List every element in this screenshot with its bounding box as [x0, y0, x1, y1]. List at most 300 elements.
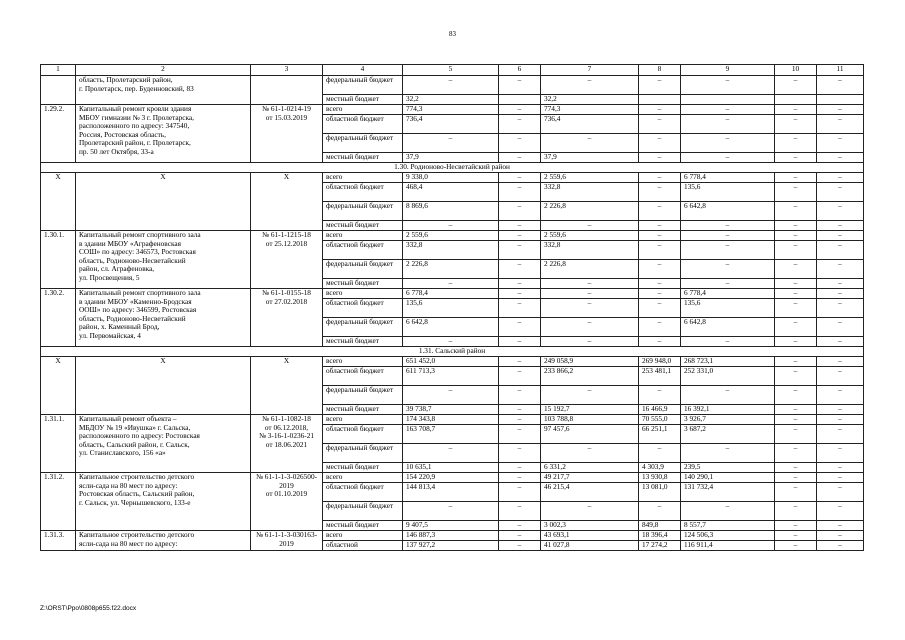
- amount-cell: 41 027,8: [541, 541, 639, 551]
- amount-cell: –: [775, 115, 817, 134]
- amount-cell: –: [817, 173, 864, 183]
- funding-source: местный бюджет: [323, 279, 403, 289]
- amount-cell: –: [499, 463, 541, 473]
- amount-cell: –: [775, 415, 817, 425]
- amount-cell: 13 081,0: [639, 483, 681, 502]
- funding-source: федеральный бюджет: [323, 318, 403, 337]
- amount-cell: –: [499, 541, 541, 551]
- amount-cell: –: [639, 318, 681, 337]
- amount-cell: 43 693,1: [541, 531, 639, 541]
- funding-source: областной бюджет: [323, 483, 403, 502]
- amount-cell: –: [817, 444, 864, 463]
- amount-cell: 253 481,1: [639, 367, 681, 386]
- amount-cell: 8 869,6: [403, 202, 499, 221]
- amount-cell: 6 778,4: [403, 289, 499, 299]
- table-row: [41, 289, 864, 299]
- funding-source: областной бюджет: [323, 241, 403, 260]
- amount-cell: –: [499, 115, 541, 134]
- amount-cell: 774,3: [403, 105, 499, 115]
- amount-cell: –: [681, 134, 775, 153]
- expertise-doc: № 61-1-0214-19 от 15.03.2019: [251, 105, 323, 163]
- amount-cell: –: [499, 202, 541, 221]
- amount-cell: –: [775, 473, 817, 483]
- funding-source: местный бюджет: [323, 153, 403, 163]
- amount-cell: 18 396,4: [639, 531, 681, 541]
- amount-cell: –: [775, 241, 817, 260]
- page-number: 83: [449, 30, 456, 38]
- amount-cell: –: [499, 483, 541, 502]
- expertise-doc: № 61-1-1-3-030163- 2019: [251, 531, 323, 551]
- amount-cell: 13 930,8: [639, 473, 681, 483]
- amount-cell: 2 559,6: [403, 231, 499, 241]
- expertise-doc: X: [251, 173, 323, 231]
- funding-source: местный бюджет: [323, 405, 403, 415]
- amount-cell: 651 452,0: [403, 357, 499, 367]
- funding-source: федеральный бюджет: [323, 502, 403, 521]
- amount-cell: –: [499, 183, 541, 202]
- amount-cell: 144 813,4: [403, 483, 499, 502]
- amount-cell: –: [817, 289, 864, 299]
- amount-cell: 37,9: [541, 153, 639, 163]
- amount-cell: –: [639, 231, 681, 241]
- amount-cell: –: [541, 76, 639, 95]
- amount-cell: –: [817, 473, 864, 483]
- amount-cell: 15 192,7: [541, 405, 639, 415]
- amount-cell: 3 687,2: [681, 425, 775, 444]
- amount-cell: –: [639, 260, 681, 279]
- amount-cell: –: [817, 502, 864, 521]
- funding-source: федеральный бюджет: [323, 202, 403, 221]
- amount-cell: –: [817, 299, 864, 318]
- amount-cell: [775, 95, 817, 105]
- amount-cell: –: [541, 299, 639, 318]
- amount-cell: 37,9: [403, 153, 499, 163]
- amount-cell: –: [403, 134, 499, 153]
- amount-cell: –: [775, 202, 817, 221]
- amount-cell: –: [499, 221, 541, 231]
- amount-cell: –: [775, 337, 817, 347]
- amount-cell: 39 738,7: [403, 405, 499, 415]
- amount-cell: 6 778,4: [681, 289, 775, 299]
- column-header: 8: [639, 65, 681, 76]
- amount-cell: –: [403, 502, 499, 521]
- amount-cell: 3 926,7: [681, 415, 775, 425]
- amount-cell: 32,2: [403, 95, 499, 105]
- amount-cell: 49 217,7: [541, 473, 639, 483]
- amount-cell: –: [499, 357, 541, 367]
- amount-cell: 6 642,8: [403, 318, 499, 337]
- amount-cell: –: [775, 357, 817, 367]
- item-number: X: [41, 173, 76, 231]
- amount-cell: –: [775, 183, 817, 202]
- amount-cell: –: [639, 289, 681, 299]
- amount-cell: –: [639, 299, 681, 318]
- amount-cell: 174 343,8: [403, 415, 499, 425]
- amount-cell: –: [499, 173, 541, 183]
- item-number: 1.30.1.: [41, 231, 76, 289]
- amount-cell: –: [775, 134, 817, 153]
- funding-source: всего: [323, 105, 403, 115]
- item-number: 1.30.2.: [41, 289, 76, 347]
- funding-source: областной бюджет: [323, 425, 403, 444]
- amount-cell: –: [499, 531, 541, 541]
- amount-cell: –: [681, 279, 775, 289]
- amount-cell: –: [775, 444, 817, 463]
- amount-cell: 135,6: [681, 299, 775, 318]
- amount-cell: –: [499, 153, 541, 163]
- amount-cell: –: [403, 444, 499, 463]
- amount-cell: –: [775, 318, 817, 337]
- amount-cell: –: [775, 405, 817, 415]
- funding-source: местный бюджет: [323, 521, 403, 531]
- amount-cell: –: [499, 521, 541, 531]
- amount-cell: –: [817, 134, 864, 153]
- amount-cell: –: [817, 202, 864, 221]
- amount-cell: –: [775, 221, 817, 231]
- amount-cell: –: [775, 299, 817, 318]
- object-name: Капитальное строительство детского ясли-сада на 80 мест по адресу:: [76, 531, 251, 551]
- amount-cell: –: [817, 183, 864, 202]
- column-header: 9: [681, 65, 775, 76]
- funding-source: всего: [323, 357, 403, 367]
- amount-cell: –: [817, 405, 864, 415]
- item-number: [41, 76, 76, 105]
- amount-cell: –: [775, 521, 817, 531]
- table-row: [41, 357, 864, 367]
- amount-cell: –: [817, 357, 864, 367]
- amount-cell: –: [499, 105, 541, 115]
- table-row: [41, 473, 864, 483]
- funding-source: областной бюджет: [323, 367, 403, 386]
- column-header: 3: [251, 65, 323, 76]
- amount-cell: –: [681, 76, 775, 95]
- amount-cell: –: [499, 289, 541, 299]
- amount-cell: –: [775, 105, 817, 115]
- amount-cell: –: [403, 221, 499, 231]
- amount-cell: –: [775, 541, 817, 551]
- funding-source: всего: [323, 531, 403, 541]
- amount-cell: –: [817, 531, 864, 541]
- amount-cell: –: [681, 444, 775, 463]
- amount-cell: 4 303,9: [639, 463, 681, 473]
- amount-cell: 239,5: [681, 463, 775, 473]
- amount-cell: –: [775, 425, 817, 444]
- amount-cell: 137 927,2: [403, 541, 499, 551]
- amount-cell: 163 708,7: [403, 425, 499, 444]
- amount-cell: –: [817, 318, 864, 337]
- amount-cell: –: [499, 367, 541, 386]
- amount-cell: –: [499, 444, 541, 463]
- amount-cell: –: [817, 521, 864, 531]
- object-name: Капитальный ремонт объекта – МБДОУ № 19 «Ивушка» г. Сальска, расположенного по адресу: Ростовская область, Сальский район, г. Сальск, ул. Станиславского, 156 «а»: [76, 415, 251, 473]
- amount-cell: –: [403, 386, 499, 405]
- table-row: [41, 173, 864, 183]
- amount-cell: 849,8: [639, 521, 681, 531]
- amount-cell: –: [775, 231, 817, 241]
- amount-cell: –: [639, 173, 681, 183]
- object-name: область, Пролетарский район, г. Пролетарск, пер. Буденновский, 83: [76, 76, 251, 105]
- amount-cell: –: [639, 221, 681, 231]
- amount-cell: 6 778,4: [681, 173, 775, 183]
- amount-cell: –: [817, 483, 864, 502]
- amount-cell: 131 732,4: [681, 483, 775, 502]
- amount-cell: –: [639, 502, 681, 521]
- funding-source: местный бюджет: [323, 95, 403, 105]
- funding-source: всего: [323, 473, 403, 483]
- funding-source: областной: [323, 541, 403, 551]
- object-name: Капитальное строительство детского ясли-сада на 80 мест по адресу: Ростовская область, Сальский район, г. Сальск, ул. Чернышевского, 133-е: [76, 473, 251, 531]
- table-row: [41, 415, 864, 425]
- amount-cell: –: [499, 386, 541, 405]
- amount-cell: –: [775, 483, 817, 502]
- funding-source: областной бюджет: [323, 183, 403, 202]
- amount-cell: –: [817, 221, 864, 231]
- funding-source: всего: [323, 415, 403, 425]
- amount-cell: –: [817, 231, 864, 241]
- amount-cell: 6 642,8: [681, 318, 775, 337]
- amount-cell: [681, 95, 775, 105]
- funding-source: всего: [323, 173, 403, 183]
- amount-cell: 269 948,0: [639, 357, 681, 367]
- amount-cell: –: [817, 260, 864, 279]
- funding-source: областной бюджет: [323, 115, 403, 134]
- column-header: 2: [76, 65, 251, 76]
- amount-cell: –: [817, 415, 864, 425]
- column-header: 7: [541, 65, 639, 76]
- amount-cell: –: [817, 76, 864, 95]
- amount-cell: 140 290,1: [681, 473, 775, 483]
- expertise-doc: № 61-1-1215-18 от 25.12.2018: [251, 231, 323, 289]
- amount-cell: 124 506,3: [681, 531, 775, 541]
- funding-source: федеральный бюджет: [323, 260, 403, 279]
- amount-cell: –: [681, 105, 775, 115]
- amount-cell: –: [639, 76, 681, 95]
- amount-cell: –: [775, 260, 817, 279]
- amount-cell: –: [775, 279, 817, 289]
- file-path-footer: Z:\ORST\Ppo\0808p655.f22.docx: [40, 605, 137, 612]
- object-name: X: [76, 173, 251, 231]
- amount-cell: 774,3: [541, 105, 639, 115]
- amount-cell: –: [499, 299, 541, 318]
- amount-cell: –: [817, 367, 864, 386]
- amount-cell: –: [499, 241, 541, 260]
- funding-source: всего: [323, 231, 403, 241]
- amount-cell: –: [639, 241, 681, 260]
- amount-cell: –: [817, 105, 864, 115]
- amount-cell: 103 788,8: [541, 415, 639, 425]
- table-row: [41, 531, 864, 541]
- amount-cell: –: [639, 183, 681, 202]
- amount-cell: –: [817, 241, 864, 260]
- item-number: 1.29.2.: [41, 105, 76, 163]
- amount-cell: –: [499, 405, 541, 415]
- amount-cell: –: [817, 386, 864, 405]
- funding-source: местный бюджет: [323, 221, 403, 231]
- amount-cell: –: [499, 473, 541, 483]
- amount-cell: [817, 95, 864, 105]
- amount-cell: –: [639, 337, 681, 347]
- amount-cell: 2 226,8: [541, 260, 639, 279]
- amount-cell: –: [639, 134, 681, 153]
- amount-cell: –: [775, 367, 817, 386]
- amount-cell: 2 226,8: [403, 260, 499, 279]
- amount-cell: –: [775, 173, 817, 183]
- header-row: [41, 65, 864, 76]
- column-header: 5: [403, 65, 499, 76]
- amount-cell: –: [681, 386, 775, 405]
- item-number: 1.31.1.: [41, 415, 76, 473]
- amount-cell: –: [499, 260, 541, 279]
- amount-cell: –: [499, 425, 541, 444]
- amount-cell: –: [541, 444, 639, 463]
- amount-cell: –: [639, 105, 681, 115]
- amount-cell: 332,8: [403, 241, 499, 260]
- amount-cell: 9 407,5: [403, 521, 499, 531]
- column-header: 1: [41, 65, 76, 76]
- amount-cell: –: [681, 231, 775, 241]
- program-table: [40, 64, 864, 551]
- amount-cell: –: [403, 337, 499, 347]
- expertise-doc: № 61-1-1-3-026500- 2019 от 01.10.2019: [251, 473, 323, 531]
- amount-cell: 249 058,9: [541, 357, 639, 367]
- section-title: 1.30. Родионово-Несветайский район: [41, 163, 864, 173]
- amount-cell: 2 559,6: [541, 173, 639, 183]
- table-row: [41, 105, 864, 115]
- amount-cell: –: [775, 76, 817, 95]
- amount-cell: –: [775, 153, 817, 163]
- amount-cell: –: [541, 337, 639, 347]
- amount-cell: 3 002,3: [541, 521, 639, 531]
- amount-cell: –: [541, 318, 639, 337]
- amount-cell: 268 723,1: [681, 357, 775, 367]
- amount-cell: –: [817, 337, 864, 347]
- column-header: 10: [775, 65, 817, 76]
- amount-cell: 6 331,2: [541, 463, 639, 473]
- amount-cell: –: [499, 318, 541, 337]
- funding-source: местный бюджет: [323, 337, 403, 347]
- table-row: [41, 76, 864, 95]
- amount-cell: 736,4: [403, 115, 499, 134]
- amount-cell: –: [775, 531, 817, 541]
- amount-cell: 252 331,0: [681, 367, 775, 386]
- amount-cell: 116 911,4: [681, 541, 775, 551]
- amount-cell: –: [817, 153, 864, 163]
- amount-cell: –: [639, 115, 681, 134]
- amount-cell: –: [817, 279, 864, 289]
- amount-cell: –: [499, 502, 541, 521]
- amount-cell: 146 887,3: [403, 531, 499, 541]
- column-header: 4: [323, 65, 403, 76]
- amount-cell: 736,4: [541, 115, 639, 134]
- amount-cell: 66 251,1: [639, 425, 681, 444]
- section-row: [41, 163, 864, 173]
- object-name: Капитальный ремонт кровли здания МБОУ гимназии № 3 г. Пролетарска, расположенного по адресу: 347540, Россия, Ростовская область, Пролетарский район, г. Пролетарск, пр. 50 лет Октября, 33-а: [76, 105, 251, 163]
- expertise-doc: № 61-1-1082-18 от 06.12.2018, № 3-16-1-0236-21 от 18.06.2021: [251, 415, 323, 473]
- amount-cell: –: [775, 502, 817, 521]
- amount-cell: 16 466,9: [639, 405, 681, 415]
- section-title: 1.31. Сальский район: [41, 347, 864, 357]
- column-header: 6: [499, 65, 541, 76]
- amount-cell: 32,2: [541, 95, 639, 105]
- amount-cell: –: [639, 386, 681, 405]
- amount-cell: 6 642,8: [681, 202, 775, 221]
- expertise-doc: X: [251, 357, 323, 415]
- item-number: 1.31.3.: [41, 531, 76, 551]
- amount-cell: –: [541, 221, 639, 231]
- amount-cell: –: [681, 153, 775, 163]
- amount-cell: 468,4: [403, 183, 499, 202]
- amount-cell: 135,6: [403, 299, 499, 318]
- amount-cell: [499, 95, 541, 105]
- amount-cell: –: [681, 221, 775, 231]
- amount-cell: –: [541, 289, 639, 299]
- amount-cell: –: [775, 463, 817, 473]
- funding-source: местный бюджет: [323, 463, 403, 473]
- object-name: Капитальный ремонт спортивного зала в здании МБОУ «Аграфеновская СОШ» по адресу: 346573, Ростовская область, Родионово-Несветайский район, сл. Аграфеновка, ул. Просвещения, 5: [76, 231, 251, 289]
- amount-cell: –: [403, 76, 499, 95]
- amount-cell: 2 226,8: [541, 202, 639, 221]
- amount-cell: –: [681, 260, 775, 279]
- amount-cell: 17 274,2: [639, 541, 681, 551]
- amount-cell: –: [499, 337, 541, 347]
- amount-cell: –: [639, 202, 681, 221]
- amount-cell: –: [681, 502, 775, 521]
- amount-cell: –: [499, 415, 541, 425]
- amount-cell: 154 220,9: [403, 473, 499, 483]
- amount-cell: [639, 95, 681, 105]
- column-header: 11: [817, 65, 864, 76]
- amount-cell: –: [681, 115, 775, 134]
- amount-cell: 46 215,4: [541, 483, 639, 502]
- object-name: Капитальный ремонт спортивного зала в здании МБОУ «Каменно-Бродская ООШ» по адресу: 346599, Ростовская область, Родионово-Несветайский район, х. Каменный Брод, ул. Первомайская, 4: [76, 289, 251, 347]
- amount-cell: 16 392,1: [681, 405, 775, 415]
- amount-cell: –: [639, 153, 681, 163]
- amount-cell: –: [499, 279, 541, 289]
- amount-cell: –: [403, 279, 499, 289]
- amount-cell: 332,8: [541, 241, 639, 260]
- funding-source: федеральный бюджет: [323, 76, 403, 95]
- amount-cell: –: [541, 502, 639, 521]
- amount-cell: 611 713,3: [403, 367, 499, 386]
- amount-cell: –: [639, 279, 681, 289]
- amount-cell: –: [499, 231, 541, 241]
- amount-cell: 8 557,7: [681, 521, 775, 531]
- amount-cell: 332,8: [541, 183, 639, 202]
- object-name: X: [76, 357, 251, 415]
- amount-cell: –: [817, 425, 864, 444]
- amount-cell: –: [541, 279, 639, 289]
- amount-cell: –: [817, 541, 864, 551]
- amount-cell: –: [817, 115, 864, 134]
- amount-cell: –: [639, 444, 681, 463]
- item-number: 1.31.2.: [41, 473, 76, 531]
- amount-cell: 70 555,0: [639, 415, 681, 425]
- amount-cell: –: [499, 76, 541, 95]
- amount-cell: –: [499, 134, 541, 153]
- amount-cell: –: [541, 386, 639, 405]
- amount-cell: 97 457,6: [541, 425, 639, 444]
- item-number: X: [41, 357, 76, 415]
- funding-source: федеральный бюджет: [323, 444, 403, 463]
- amount-cell: 233 866,2: [541, 367, 639, 386]
- amount-cell: 9 338,0: [403, 173, 499, 183]
- amount-cell: 10 635,1: [403, 463, 499, 473]
- amount-cell: 2 559,6: [541, 231, 639, 241]
- section-row: [41, 347, 864, 357]
- expertise-doc: № 61-1-0155-18 от 27.02.2018: [251, 289, 323, 347]
- amount-cell: –: [817, 463, 864, 473]
- funding-source: областной бюджет: [323, 299, 403, 318]
